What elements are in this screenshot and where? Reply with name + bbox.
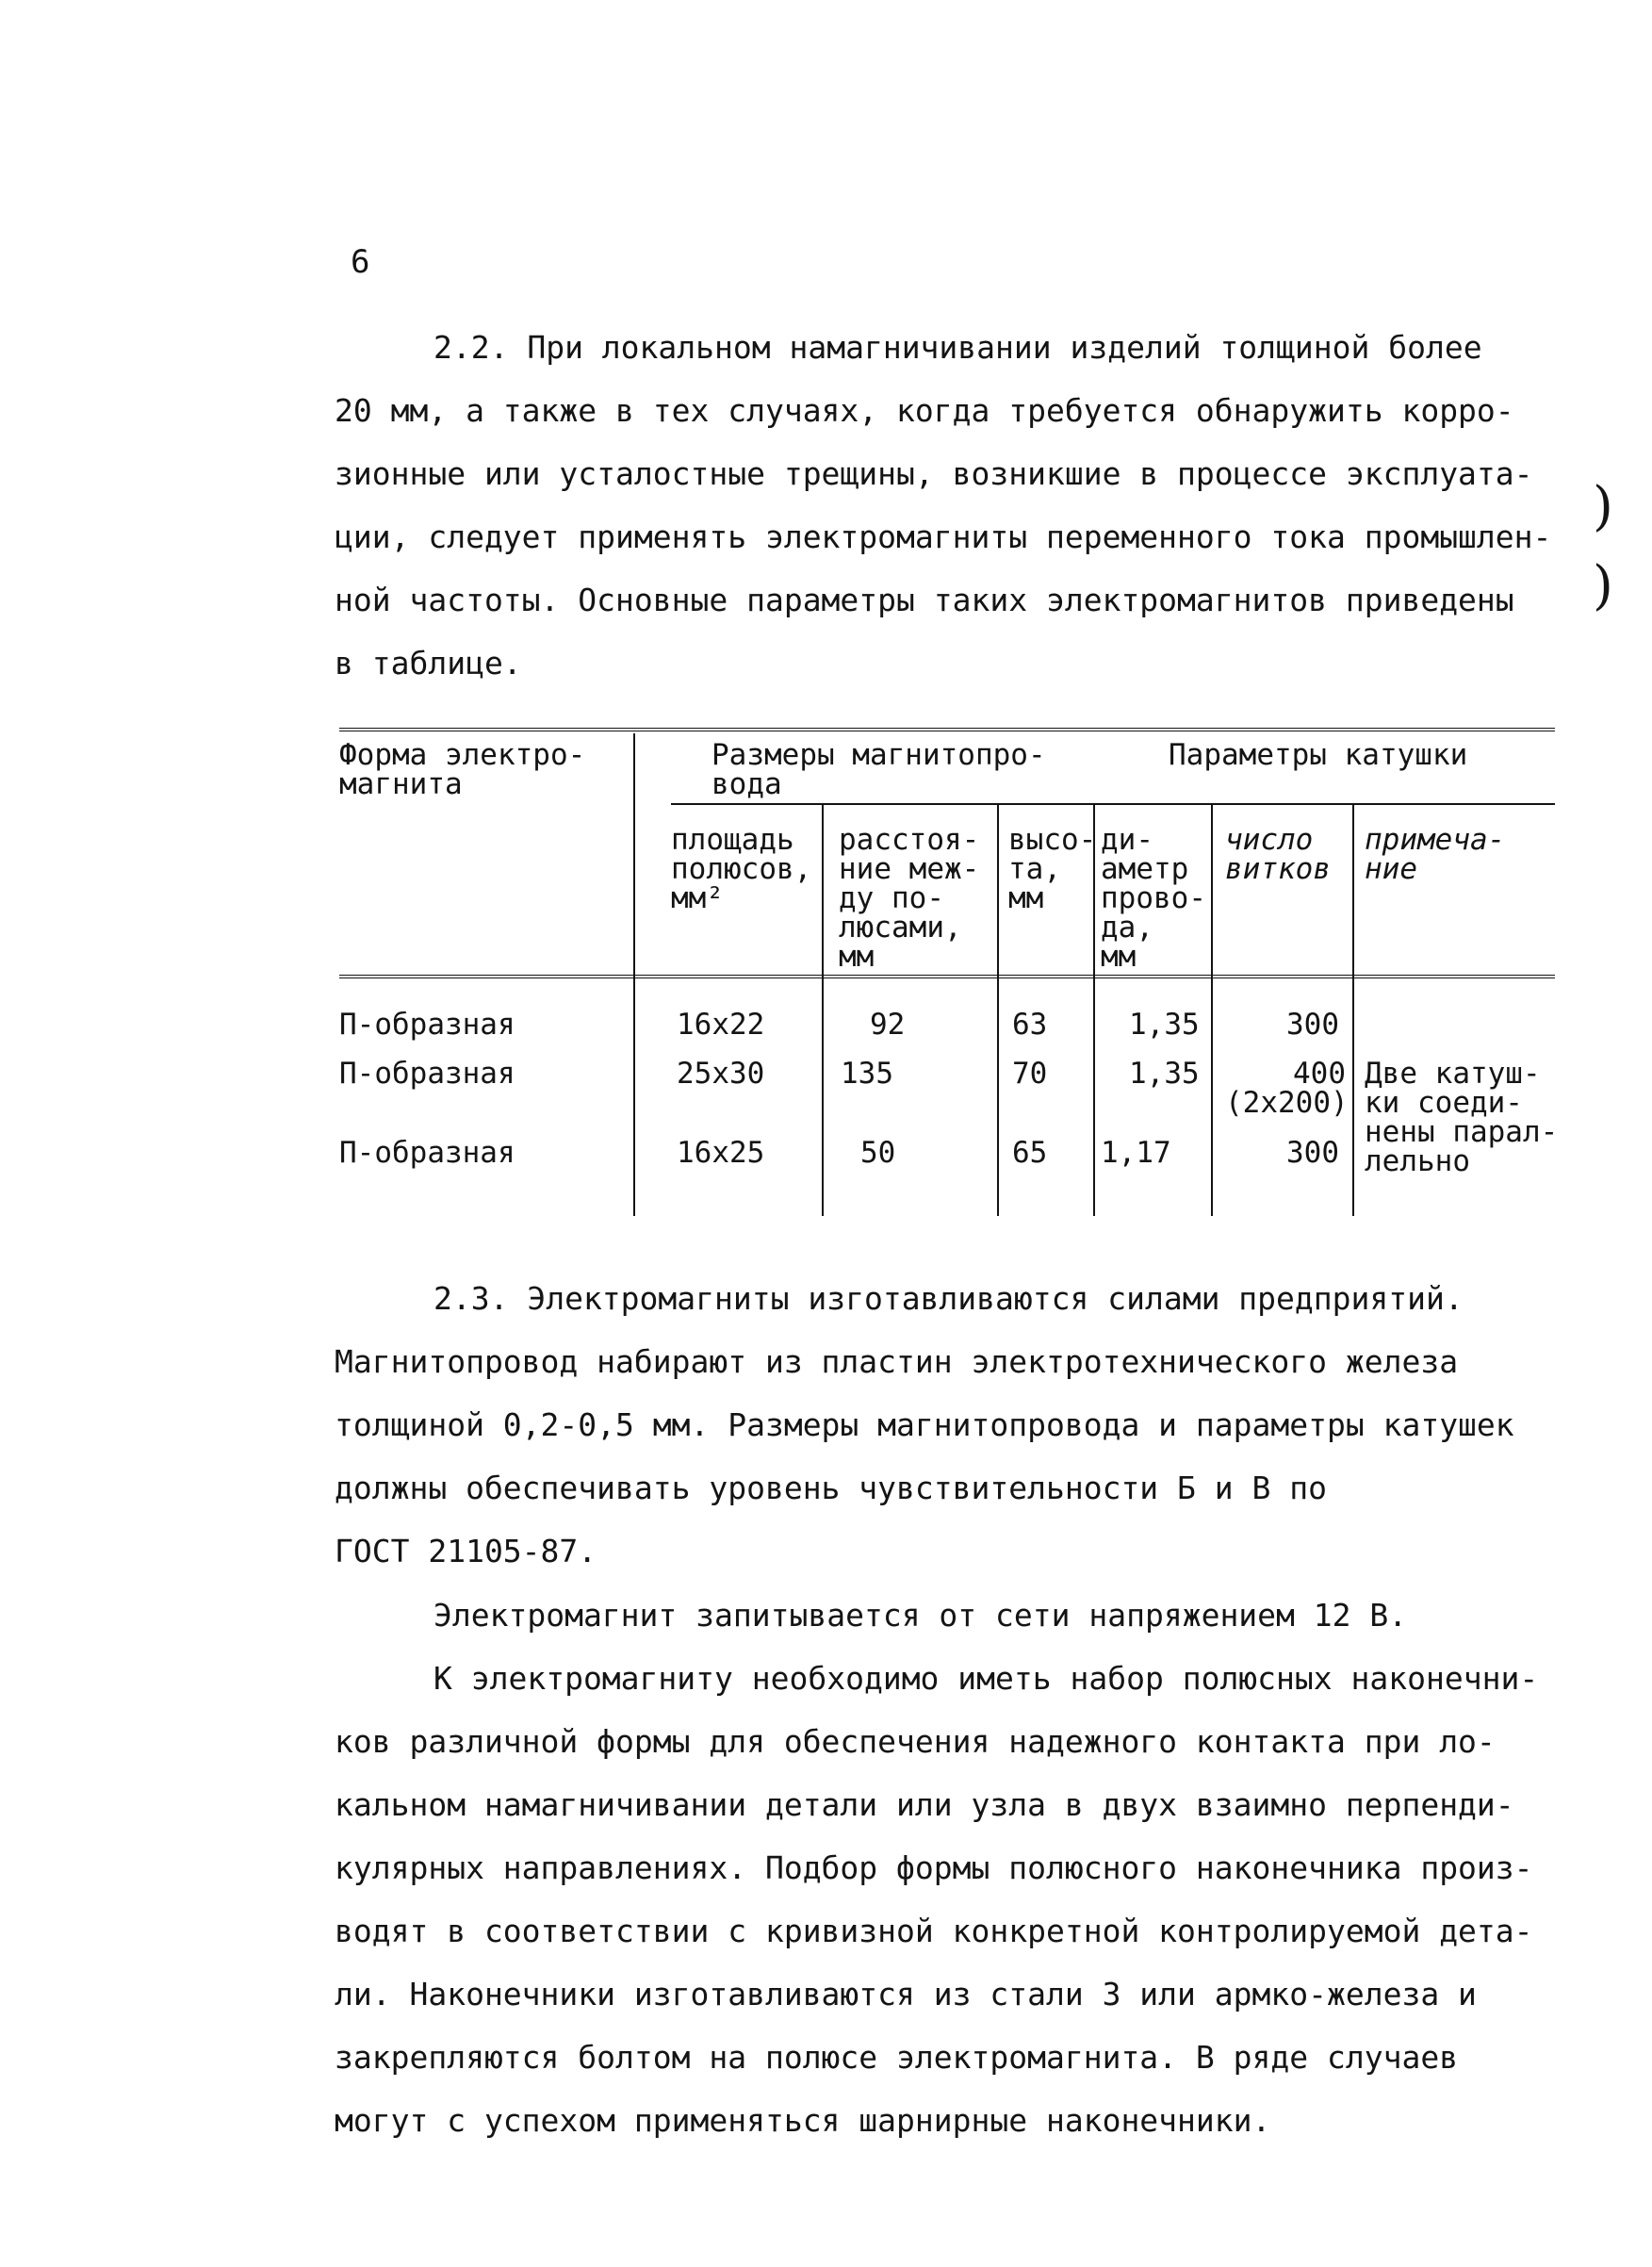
text-line: кальном намагничивании детали или узла в двух взаимно перпенди- bbox=[335, 1786, 1514, 1823]
table-col-rule bbox=[633, 733, 635, 1216]
page-number: 6 bbox=[351, 243, 370, 281]
text-line: закрепляются болтом на полюсе электромагнита. В ряде случаев bbox=[335, 2039, 1459, 2076]
electromagnet-parameters-table bbox=[339, 728, 1559, 1218]
text-line: ков различной формы для обеспечения надежного контакта при ло- bbox=[335, 1723, 1496, 1760]
row-2-diameter: 1,35 bbox=[1129, 1057, 1200, 1091]
row-3-turns: 300 bbox=[1286, 1136, 1339, 1170]
text-line: в таблице. bbox=[335, 645, 522, 682]
text-line: К электромагниту необходимо иметь набор полюсных наконечни- bbox=[433, 1660, 1539, 1697]
row-2-note: Две катуш- ки соеди- нены парал- лельно bbox=[1365, 1057, 1559, 1178]
row-1-area: 16x22 bbox=[677, 1008, 765, 1042]
text-line: 2.2. При локальном намагничивании изделий толщиной более bbox=[433, 329, 1482, 366]
row-3-area: 16x25 bbox=[677, 1136, 765, 1170]
header-note: примеча- ние bbox=[1365, 823, 1506, 886]
table-top-rule bbox=[339, 728, 1555, 731]
table-header-bottom-rule bbox=[339, 975, 1555, 978]
row-2-height: 70 bbox=[1012, 1057, 1048, 1091]
table-col-rule bbox=[997, 805, 999, 1216]
row-1-diameter: 1,35 bbox=[1129, 1008, 1200, 1042]
text-line: 20 мм, а также в тех случаях, когда требуется обнаружить корро- bbox=[335, 392, 1514, 429]
text-line: Магнитопровод набирают из пластин электротехнического железа bbox=[335, 1343, 1459, 1380]
row-1-distance: 92 bbox=[870, 1008, 906, 1042]
header-height: высо- та, мм bbox=[1008, 823, 1097, 915]
header-pole-area: площадь полюсов, мм² bbox=[671, 823, 812, 915]
row-3-form: П-образная bbox=[339, 1136, 515, 1170]
row-1-height: 63 bbox=[1012, 1008, 1048, 1042]
row-1-turns: 300 bbox=[1286, 1008, 1339, 1042]
table-col-rule bbox=[1352, 805, 1354, 1216]
margin-mark: ) bbox=[1593, 476, 1613, 537]
text-line: должны обеспечивать уровень чувствительности Б и В по bbox=[335, 1470, 1327, 1506]
paragraph-pole-tips bbox=[335, 1647, 1550, 2152]
header-pole-distance: расстоя- ние меж- ду по- люсами, мм bbox=[839, 823, 980, 974]
table-col-rule bbox=[822, 805, 824, 1216]
table-col-rule bbox=[1211, 805, 1213, 1216]
paragraph-power-supply bbox=[335, 1584, 1550, 1647]
text-line: зионные или усталостные трещины, возникшие в процессе эксплуата- bbox=[335, 455, 1533, 492]
row-3-distance: 50 bbox=[860, 1136, 896, 1170]
row-2-distance: 135 bbox=[841, 1057, 893, 1091]
header-turns: число витков bbox=[1225, 823, 1331, 886]
text-line: водят в соответствии с кривизной конкретной контролируемой дета- bbox=[335, 1913, 1533, 1949]
header-form: Форма электро- магнита bbox=[339, 738, 586, 801]
row-1-form: П-образная bbox=[339, 1008, 515, 1042]
row-3-diameter: 1,17 bbox=[1101, 1136, 1171, 1170]
header-coil: Параметры катушки bbox=[1169, 738, 1468, 772]
text-line: 2.3. Электромагниты изготавливаются силами предприятий. bbox=[433, 1280, 1464, 1317]
text-line: Электромагнит запитывается от сети напряжением 12 В. bbox=[433, 1597, 1408, 1634]
text-line: могут с успехом применяться шарнирные наконечники. bbox=[335, 2102, 1271, 2139]
text-line: толщиной 0,2-0,5 мм. Размеры магнитопровода и параметры катушек bbox=[335, 1406, 1514, 1443]
row-2-form: П-образная bbox=[339, 1057, 515, 1091]
text-line: кулярных направлениях. Подбор формы полюсного наконечника произ- bbox=[335, 1849, 1533, 1886]
margin-mark: ) bbox=[1593, 555, 1613, 616]
text-line: ной частоты. Основные параметры таких электромагнитов приведены bbox=[335, 582, 1514, 618]
header-wire-diameter: ди- аметр прово- да, мм bbox=[1101, 823, 1206, 974]
paragraph-2-2 bbox=[335, 316, 1550, 695]
table-header-rule bbox=[671, 803, 1555, 805]
text-line: ли. Наконечники изготавливаются из стали 3 или армко-железа и bbox=[335, 1976, 1477, 2012]
row-2-turns: 400 (2x200) bbox=[1225, 1057, 1349, 1120]
row-2-area: 25x30 bbox=[677, 1057, 765, 1091]
text-line: ции, следует применять электромагниты переменного тока промышлен- bbox=[335, 518, 1552, 555]
header-magnetic-core: Размеры магнитопро- вода bbox=[712, 738, 1046, 801]
text-line: ГОСТ 21105-87. bbox=[335, 1533, 597, 1569]
paragraph-2-3 bbox=[335, 1267, 1550, 1583]
row-3-height: 65 bbox=[1012, 1136, 1048, 1170]
